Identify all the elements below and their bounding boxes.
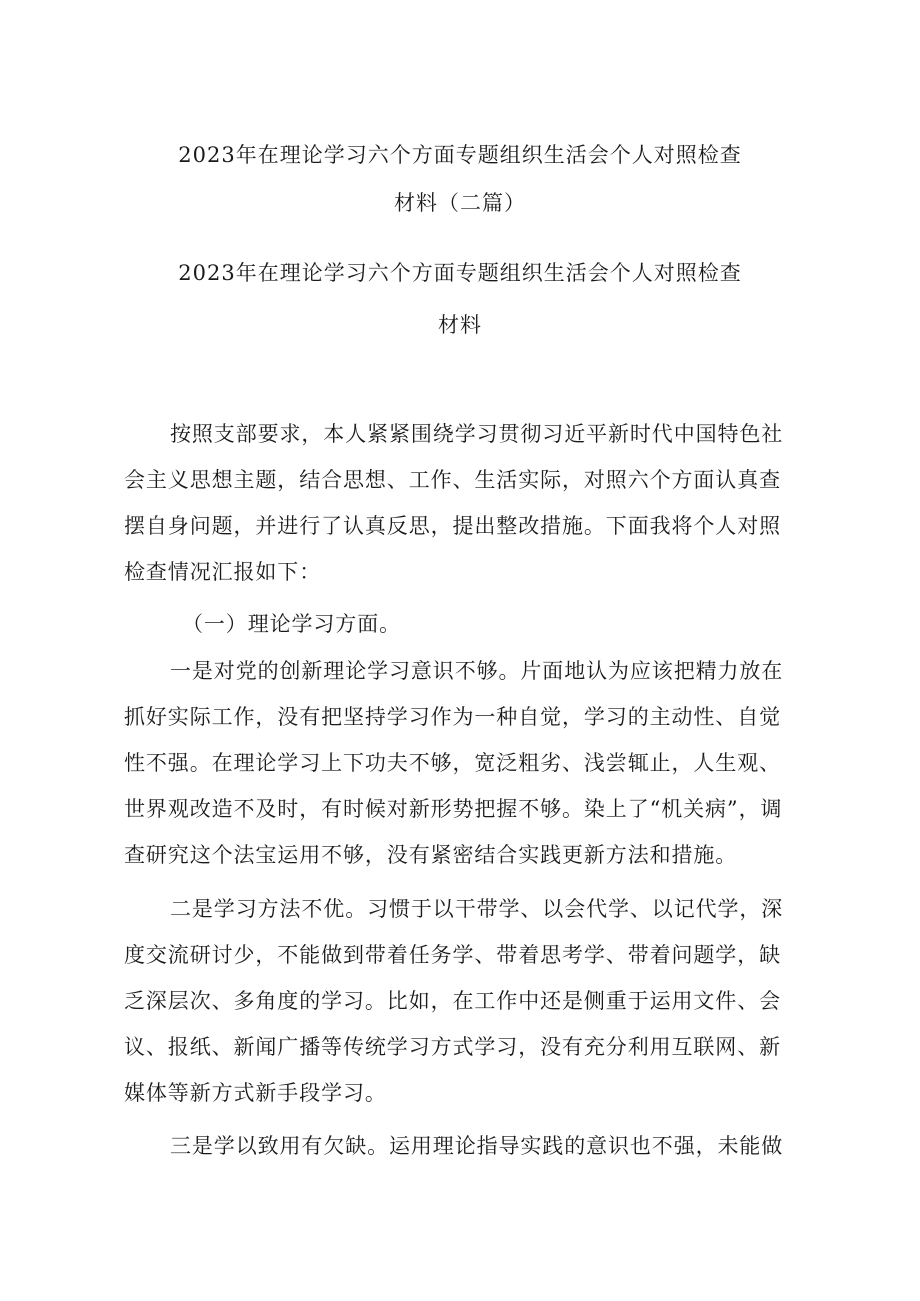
document-title-line-1: 2023年在理论学习六个方面专题组织生活会个人对照检查 — [178, 143, 742, 167]
paragraph-issue-1: 一是对党的创新理论学习意识不够。片面地认为应该把精力放在抓好实际工作，没有把坚持学习作为一种自觉，学习的主动性、自觉性不强。在理论学习上下功夫不够，宽泛粗劣、浅尝辄止，人生观、世界观改造不及时，有时候对新形势把握不够。染上了“机关病”，调查研究这个法宝运用不够，没有紧密结合实践更新方法和措施。 — [124, 659, 784, 867]
paragraph-intro: 按照支部要求，本人紧紧围绕学习贯彻习近平新时代中国特色社会主义思想主题，结合思想、工作、生活实际，对照六个方面认真查摆自身问题，并进行了认真反思，提出整改措施。下面我将个人对照检查情况汇报如下： — [124, 422, 784, 584]
document-title-line-2: 材料（二篇） — [394, 191, 526, 215]
paragraph-issue-2: 二是学习方法不优。习惯于以干带学、以会代学、以记代学，深度交流研讨少，不能做到带着任务学、带着思考学、带着问题学，缺乏深层次、多角度的学习。比如，在工作中还是侧重于运用文件、会议、报纸、新闻广播等传统学习方式学习，没有充分利用互联网、新媒体等新方式新手段学习。 — [124, 897, 784, 1105]
paragraph-issue-3: 三是学以致用有欠缺。运用理论指导实践的意识也不强，未能做 — [170, 1134, 784, 1158]
section-heading-theory-study: （一）理论学习方面。 — [182, 612, 401, 636]
document-subtitle-line-1: 2023年在理论学习六个方面专题组织生活会个人对照检查 — [178, 261, 742, 285]
document-subtitle-line-2: 材料 — [438, 313, 482, 337]
